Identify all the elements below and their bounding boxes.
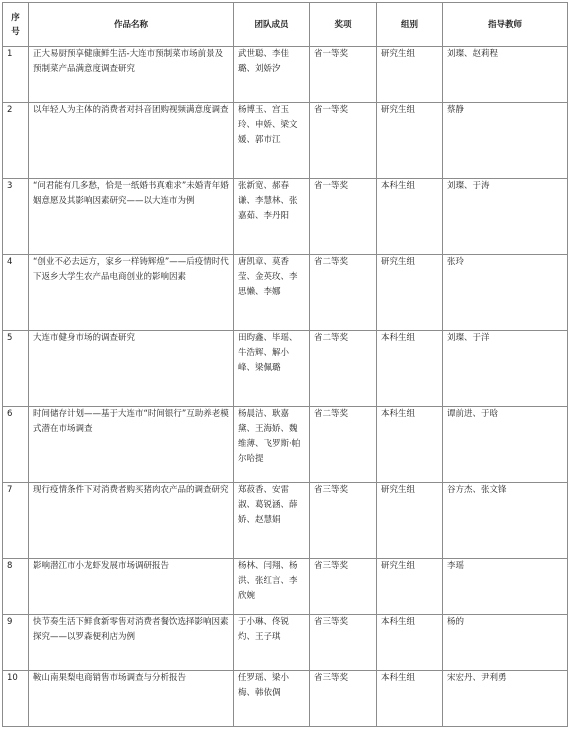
header-no: 序号: [3, 3, 29, 47]
table-row: [3, 331, 568, 407]
award-level: 省二等奖: [310, 407, 377, 483]
row-number: 5: [3, 331, 29, 407]
work-title: 大连市健身市场的调查研究: [29, 331, 234, 407]
advisor: 宋宏丹、尹利勇: [443, 671, 568, 727]
work-title: 快节奏生活下鲜食新零售对消费者餐饮选择影响因素探究——以罗森便利店为例: [29, 615, 234, 671]
team-members: 杨晨洁、耿嘉黛、王海娇、魏维薄、飞罗斯·帕尔哈提: [234, 407, 310, 483]
group-category: 本科生组: [377, 671, 443, 727]
work-title: “问君能有几多愁，恰是一纸婚书真难求”未婚青年婚姻意愿及其影响因素研究——以大连市为例: [29, 179, 234, 255]
team-members: 田昀鑫、毕瑶、牛浩辉、解小峰、梁佩璐: [234, 331, 310, 407]
table-row: [3, 103, 568, 179]
award-level: 省一等奖: [310, 103, 377, 179]
advisor: 杨的: [443, 615, 568, 671]
work-title: 鞍山南果梨电商销售市场调查与分析报告: [29, 671, 234, 727]
group-category: 研究生组: [377, 47, 443, 103]
advisor: 刘璨、赵莉程: [443, 47, 568, 103]
header-members: 团队成员: [234, 3, 310, 47]
table-row: [3, 483, 568, 559]
team-members: 张新宽、郝春谦、李慧林、张嘉茹、李丹阳: [234, 179, 310, 255]
advisor: 张玲: [443, 255, 568, 331]
group-category: 本科生组: [377, 179, 443, 255]
team-members: 唐凯章、莫香莹、金英玫、李思懒、李娜: [234, 255, 310, 331]
header-title: 作品名称: [29, 3, 234, 47]
group-category: 本科生组: [377, 407, 443, 483]
work-title: 时间储存计划——基于大连市“时间银行”互助养老模式潜在市场调查: [29, 407, 234, 483]
row-number: 3: [3, 179, 29, 255]
award-level: 省三等奖: [310, 671, 377, 727]
row-number: 4: [3, 255, 29, 331]
advisor: 蔡静: [443, 103, 568, 179]
team-members: 武世聪、李佳璐、刘娇汐: [234, 47, 310, 103]
group-category: 本科生组: [377, 331, 443, 407]
group-category: 本科生组: [377, 615, 443, 671]
award-level: 省三等奖: [310, 615, 377, 671]
table-row: [3, 671, 568, 727]
header-award: 奖项: [310, 3, 377, 47]
group-category: 研究生组: [377, 255, 443, 331]
advisor: 谭前进、于晗: [443, 407, 568, 483]
advisor: 李瑶: [443, 559, 568, 615]
group-category: 研究生组: [377, 483, 443, 559]
group-category: 研究生组: [377, 559, 443, 615]
row-number: 7: [3, 483, 29, 559]
header-group: 组别: [377, 3, 443, 47]
work-title: “创业不必去远方，家乡一样铸辉煌”——后疫情时代下返乡大学生农产品电商创业的影响因素: [29, 255, 234, 331]
row-number: 9: [3, 615, 29, 671]
row-number: 2: [3, 103, 29, 179]
advisor: 刘璨、于洋: [443, 331, 568, 407]
award-level: 省二等奖: [310, 331, 377, 407]
row-number: 6: [3, 407, 29, 483]
row-number: 8: [3, 559, 29, 615]
award-level: 省一等奖: [310, 47, 377, 103]
award-level: 省三等奖: [310, 559, 377, 615]
work-title: 以年轻人为主体的消费者对抖音团购视频满意度调查: [29, 103, 234, 179]
team-members: 于小琳、佟锐灼、王子琪: [234, 615, 310, 671]
table-row: [3, 615, 568, 671]
awards-table: [2, 2, 568, 727]
team-members: 杨林、闫翔、杨洪、张红言、李欣婉: [234, 559, 310, 615]
group-category: 研究生组: [377, 103, 443, 179]
advisor: 谷方杰、张文锋: [443, 483, 568, 559]
award-level: 省二等奖: [310, 255, 377, 331]
team-members: 任罗瑶、梁小梅、韩依倜: [234, 671, 310, 727]
work-title: 影响潜江市小龙虾发展市场调研报告: [29, 559, 234, 615]
row-number: 10: [3, 671, 29, 727]
table-row: [3, 407, 568, 483]
table-row: [3, 255, 568, 331]
row-number: 1: [3, 47, 29, 103]
table-row: [3, 559, 568, 615]
table-row: [3, 179, 568, 255]
advisor: 刘璨、于涛: [443, 179, 568, 255]
work-title: 现行疫情条件下对消费者购买猪肉农产品的调查研究: [29, 483, 234, 559]
header-advisor: 指导教师: [443, 3, 568, 47]
table-header-row: [3, 3, 568, 47]
team-members: 杨博玉、宫玉玲、申娇、梁文媛、郭市江: [234, 103, 310, 179]
team-members: 郑菽香、安雷淑、葛锐涵、薛娇、赵慧娟: [234, 483, 310, 559]
table-row: [3, 47, 568, 103]
award-level: 省一等奖: [310, 179, 377, 255]
work-title: 正大易厨预享健康鲜生活-大连市预制菜市场前景及预制菜产品满意度调查研究: [29, 47, 234, 103]
award-level: 省三等奖: [310, 483, 377, 559]
